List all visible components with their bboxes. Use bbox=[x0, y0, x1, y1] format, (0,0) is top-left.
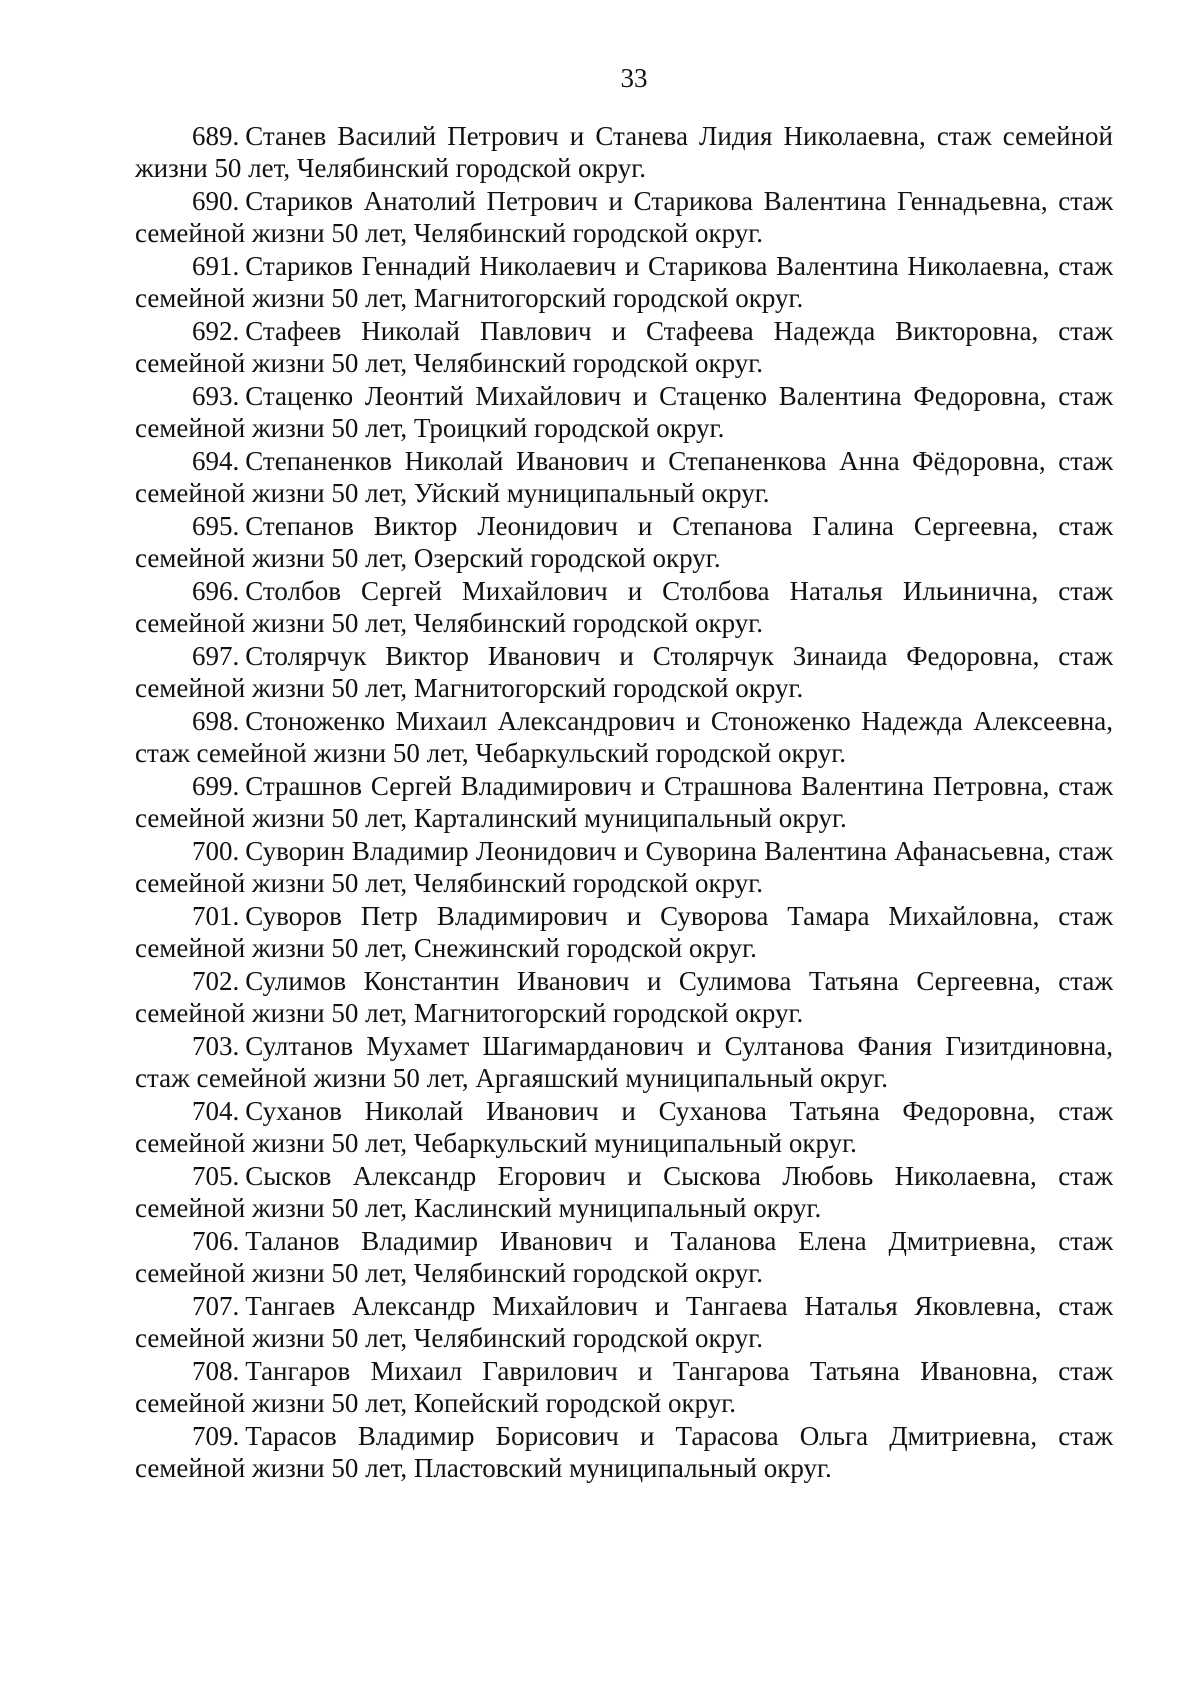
list-item bbox=[135, 120, 1113, 184]
list-item bbox=[135, 315, 1113, 379]
entry-number: 697. bbox=[192, 641, 240, 671]
list-item bbox=[135, 640, 1113, 704]
list-item bbox=[135, 965, 1113, 1029]
entry-text: Стоноженко Михаил Александрович и Стоноженко Надежда Алексеевна, стаж семейной жизни 50 лет, Чебаркульский городской округ. bbox=[135, 706, 1113, 768]
entry-text: Стариков Анатолий Петрович и Старикова Валентина Геннадьевна, стаж семейной жизни 50 лет, Челябинский городской округ. bbox=[135, 186, 1113, 248]
entry-text: Степанов Виктор Леонидович и Степанова Галина Сергеевна, стаж семейной жизни 50 лет, Озерский городской округ. bbox=[135, 511, 1113, 573]
entry-number: 708. bbox=[192, 1356, 240, 1386]
entry-text: Страшнов Сергей Владимирович и Страшнова Валентина Петровна, стаж семейной жизни 50 лет, Карталинский муниципальный округ. bbox=[135, 771, 1113, 833]
page-number: 33 bbox=[620, 63, 648, 93]
entry-number: 694. bbox=[192, 446, 240, 476]
entry-text: Сысков Александр Егорович и Сыскова Любовь Николаевна, стаж семейной жизни 50 лет, Каслинский муниципальный округ. bbox=[135, 1161, 1113, 1223]
list-item bbox=[135, 770, 1113, 834]
entry-text: Суворин Владимир Леонидович и Суворина Валентина Афанасьевна, стаж семейной жизни 50 лет, Челябинский городской округ. bbox=[135, 836, 1113, 898]
entry-text: Стафеев Николай Павлович и Стафеева Надежда Викторовна, стаж семейной жизни 50 лет, Челябинский городской округ. bbox=[135, 316, 1113, 378]
entry-text: Суворов Петр Владимирович и Суворова Тамара Михайловна, стаж семейной жизни 50 лет, Снежинский городской округ. bbox=[135, 901, 1113, 963]
list-item bbox=[135, 510, 1113, 574]
entry-number: 690. bbox=[192, 186, 240, 216]
entry-number: 696. bbox=[192, 576, 240, 606]
entry-text: Султанов Мухамет Шагимарданович и Султанова Фания Гизитдиновна, стаж семейной жизни 50 лет, Аргаяшский муниципальный округ. bbox=[135, 1031, 1113, 1093]
entry-text: Стаценко Леонтий Михайлович и Стаценко Валентина Федоровна, стаж семейной жизни 50 лет, Троицкий городской округ. bbox=[135, 381, 1113, 443]
entry-number: 700. bbox=[192, 836, 240, 866]
list-item bbox=[135, 900, 1113, 964]
list-item bbox=[135, 575, 1113, 639]
entry-number: 692. bbox=[192, 316, 240, 346]
entry-number: 689. bbox=[192, 121, 240, 151]
list-item bbox=[135, 250, 1113, 314]
entry-number: 706. bbox=[192, 1226, 240, 1256]
list-item bbox=[135, 1095, 1113, 1159]
entry-text: Столярчук Виктор Иванович и Столярчук Зинаида Федоровна, стаж семейной жизни 50 лет, Магнитогорский городской округ. bbox=[135, 641, 1113, 703]
entry-text: Станев Василий Петрович и Станева Лидия Николаевна, стаж семейной жизни 50 лет, Челябинский городской округ. bbox=[135, 121, 1113, 183]
list-item bbox=[135, 1225, 1113, 1289]
entry-text: Тангаев Александр Михайлович и Тангаева Наталья Яковлевна, стаж семейной жизни 50 лет, Челябинский городской округ. bbox=[135, 1291, 1113, 1353]
list-item bbox=[135, 705, 1113, 769]
entry-number: 703. bbox=[192, 1031, 240, 1061]
list-item bbox=[135, 1030, 1113, 1094]
entry-text: Суханов Николай Иванович и Суханова Татьяна Федоровна, стаж семейной жизни 50 лет, Чебаркульский муниципальный округ. bbox=[135, 1096, 1113, 1158]
entry-number: 702. bbox=[192, 966, 240, 996]
entry-text: Тарасов Владимир Борисович и Тарасова Ольга Дмитриевна, стаж семейной жизни 50 лет, Пластовский муниципальный округ. bbox=[135, 1421, 1113, 1483]
list-item bbox=[135, 1355, 1113, 1419]
entry-number: 698. bbox=[192, 706, 240, 736]
entry-number: 699. bbox=[192, 771, 240, 801]
entry-number: 709. bbox=[192, 1421, 240, 1451]
list-item bbox=[135, 380, 1113, 444]
entry-text: Стариков Геннадий Николаевич и Старикова Валентина Николаевна, стаж семейной жизни 50 лет, Магнитогорский городской округ. bbox=[135, 251, 1113, 313]
entry-text: Сулимов Константин Иванович и Сулимова Татьяна Сергеевна, стаж семейной жизни 50 лет, Магнитогорский городской округ. bbox=[135, 966, 1113, 1028]
list-item bbox=[135, 185, 1113, 249]
list-item bbox=[135, 445, 1113, 509]
entry-number: 691. bbox=[192, 251, 240, 281]
entry-text: Таланов Владимир Иванович и Таланова Елена Дмитриевна, стаж семейной жизни 50 лет, Челябинский городской округ. bbox=[135, 1226, 1113, 1288]
entry-number: 695. bbox=[192, 511, 240, 541]
list-item bbox=[135, 1160, 1113, 1224]
list-item bbox=[135, 835, 1113, 899]
entry-text: Тангаров Михаил Гаврилович и Тангарова Татьяна Ивановна, стаж семейной жизни 50 лет, Копейский городской округ. bbox=[135, 1356, 1113, 1418]
entry-number: 704. bbox=[192, 1096, 240, 1126]
entry-number: 693. bbox=[192, 381, 240, 411]
entry-number: 707. bbox=[192, 1291, 240, 1321]
entry-number: 705. bbox=[192, 1161, 240, 1191]
entry-text: Степаненков Николай Иванович и Степаненкова Анна Фёдоровна, стаж семейной жизни 50 лет, Уйский муниципальный округ. bbox=[135, 446, 1113, 508]
entry-number: 701. bbox=[192, 901, 240, 931]
list-item bbox=[135, 1420, 1113, 1484]
entry-text: Столбов Сергей Михайлович и Столбова Наталья Ильинична, стаж семейной жизни 50 лет, Челябинский городской округ. bbox=[135, 576, 1113, 638]
list-item bbox=[135, 1290, 1113, 1354]
entry-list bbox=[135, 120, 1113, 1485]
